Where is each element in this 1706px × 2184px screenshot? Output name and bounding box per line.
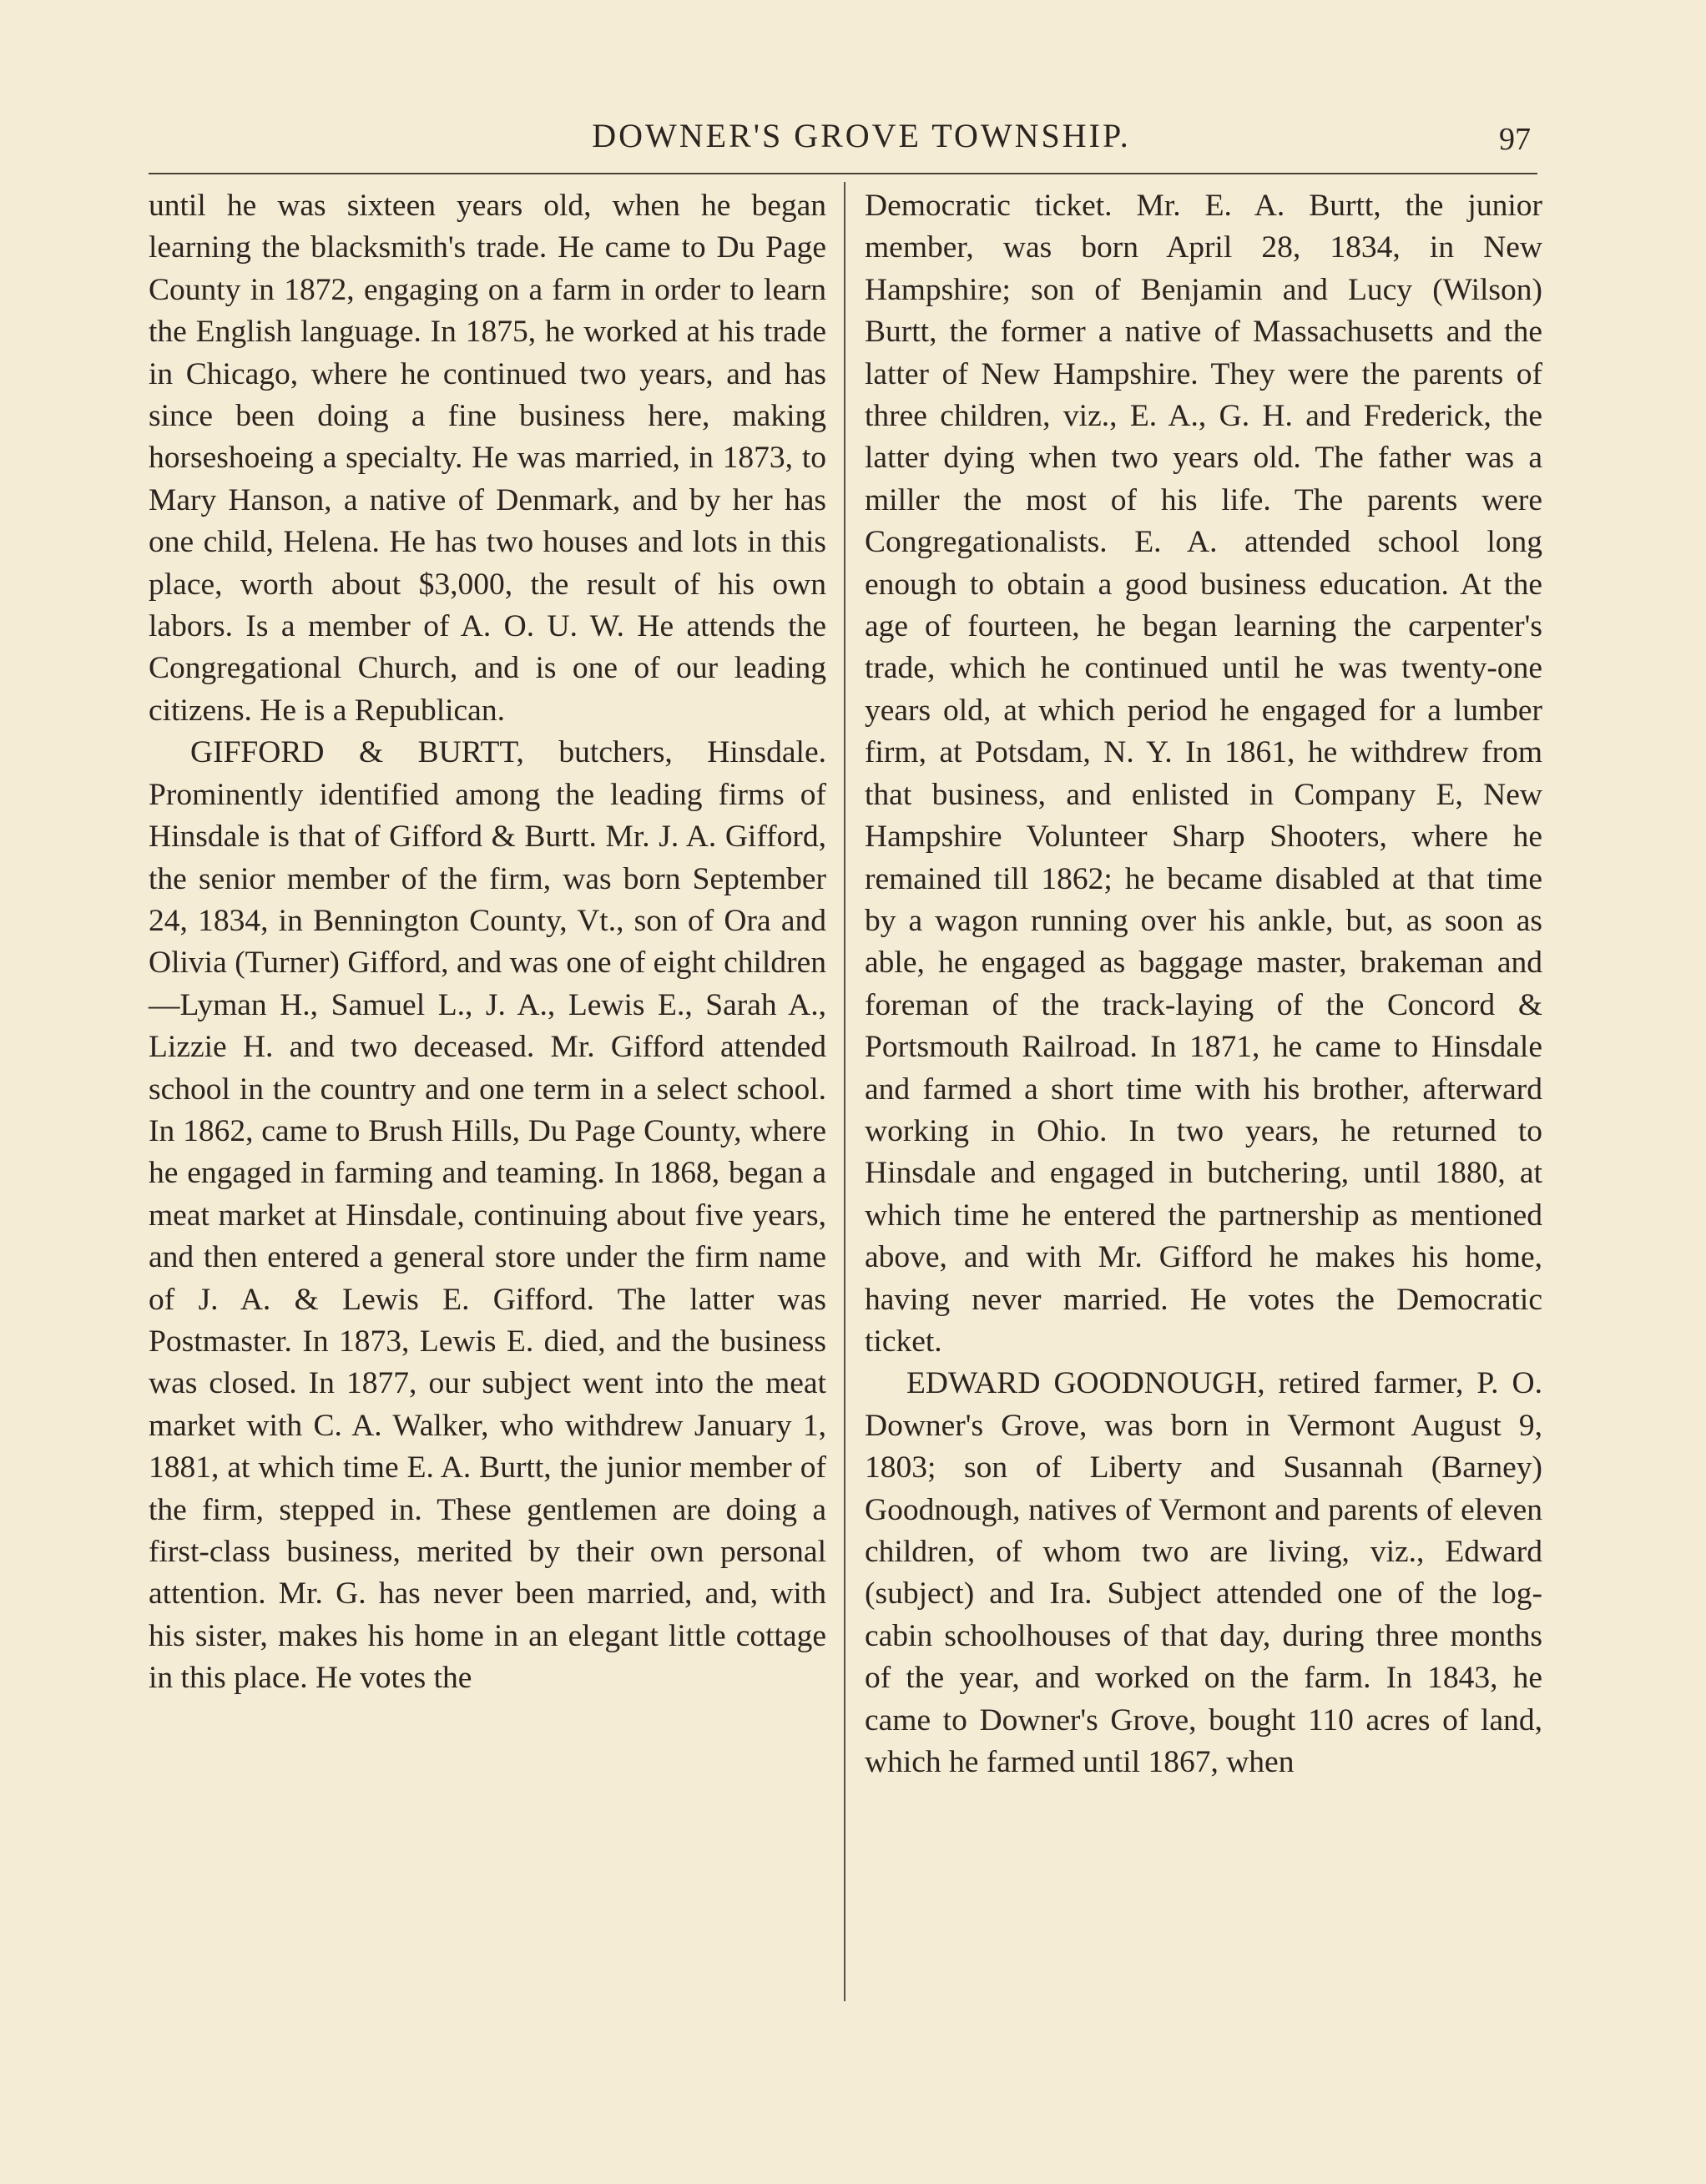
paragraph-gifford-burtt: GIFFORD & BURTT, butchers, Hinsdale. Prominently identified among the leading firms of Hinsdale is that of Gifford & Burtt. Mr. J. A. Gifford, the senior member of the firm, was born September 24, 1834, in Bennington County, Vt., son of Ora and Olivia (Turner) Gifford, and was one of eight children—Lyman H., Samuel L., J. A., Lewis E., Sarah A., Lizzie H. and two deceased. Mr. Gifford attended school in the country and one term in a select school. In 1862, came to Brush Hills, Du Page County, where he engaged in farming and teaming. In 1868, began a meat market at Hinsdale, continuing about five years, and then entered a general store under the firm name of J. A. & Lewis E. Gifford. The latter was Postmaster. In 1873, Lewis E. died, and the business was closed. In 1877, our subject went into the meat market with C. A. Walker, who withdrew January 1, 1881, at which time E. A. Burtt, the junior member of the firm, stepped in. These gentlemen are doing a first-class business, merited by their own personal attention. Mr. G. has never been married, and, with his sister, makes his home in an elegant little cottage in this place. He votes the <box>149 735 826 1696</box>
left-column <box>149 185 826 1700</box>
page-number: 97 <box>1499 122 1531 157</box>
paragraph-burtt: Democratic ticket. Mr. E. A. Burtt, the junior member, was born April 28, 1834, in New Hampshire; son of Benjamin and Lucy (Wilson) Burtt, the former a native of Massachusetts and the latter of New Hampshire. They were the parents of three children, viz., E. A., G. H. and Frederick, the latter dying when two years old. The father was a miller the most of his life. The parents were Congregationalists. E. A. attended school long enough to obtain a good business education. At the age of fourteen, he began learning the carpenter's trade, which he continued until he was twenty-one years old, at which period he engaged for a lumber firm, at Potsdam, N. Y. In 1861, he withdrew from that business, and enlisted in Company E, New Hampshire Volunteer Sharp Shooters, where he remained till 1862; he became disabled at that time by a wagon running over his ankle, but, as soon as able, he engaged as baggage master, brakeman and foreman of the track-laying of the Concord & Portsmouth Railroad. In 1871, he came to Hinsdale and farmed a short time with his brother, afterward working in Ohio. In two years, he returned to Hinsdale and engaged in butchering, until 1880, at which time he entered the partnership as mentioned above, and with Mr. Gifford he makes his home, having never married. He votes the Democratic ticket. <box>865 189 1542 1359</box>
header-rule <box>149 173 1537 174</box>
column-divider <box>844 182 845 2001</box>
running-head <box>0 115 1706 165</box>
paragraph-goodnough: EDWARD GOODNOUGH, retired farmer, P. O. Downer's Grove, was born in Vermont August 9, 1803; son of Liberty and Susannah (Barney) Goodnough, natives of Vermont and parents of eleven children, of whom two are living, viz., Edward (subject) and Ira. Subject attended one of the log-cabin schoolhouses of that day, during three months of the year, and worked on the farm. In 1843, he came to Downer's Grove, bought 110 acres of land, which he farmed until 1867, when <box>865 1366 1542 1780</box>
right-column <box>865 185 1542 1783</box>
paragraph-blacksmith: until he was sixteen years old, when he began learning the blacksmith's trade. He came to Du Page County in 1872, engaging on a farm in order to learn the English language. In 1875, he worked at his trade in Chicago, where he continued two years, and has since been doing a fine business here, making horseshoeing a specialty. He was married, in 1873, to Mary Hanson, a native of Denmark, and by her has one child, Helena. He has two houses and lots in this place, worth about $3,000, the result of his own labors. Is a member of A. O. U. W. He attends the Congregational Church, and is one of our leading citizens. He is a Republican. <box>149 189 826 728</box>
page-title: DOWNER'S GROVE TOWNSHIP. <box>592 117 1131 154</box>
